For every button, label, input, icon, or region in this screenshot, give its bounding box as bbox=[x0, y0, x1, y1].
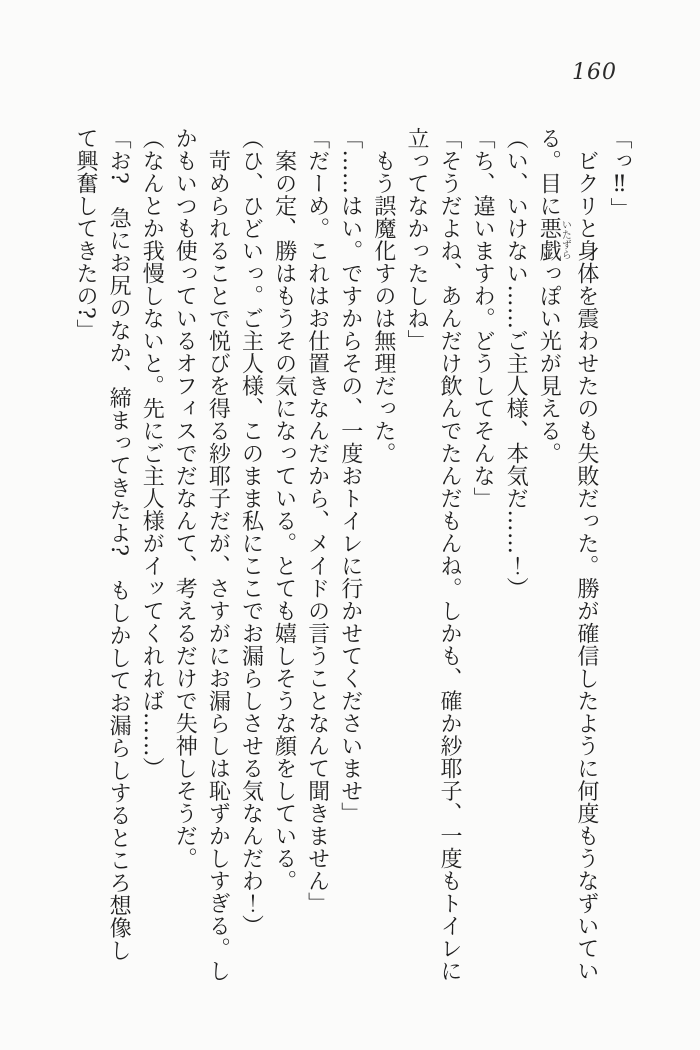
text-line: （ひ、ひどいっ。ご主人様、このまま私にここでお漏らしさせる気なんだわ！） bbox=[238, 127, 264, 937]
text-line-with-ruby bbox=[532, 127, 570, 972]
text-line: （い、いけない……ご主人様、本気だ……！） bbox=[503, 127, 529, 600]
text-line: ビクリと身体を震わせたのも失敗だった。勝が確信したように何度もうなずいてい bbox=[573, 127, 599, 982]
text-line: 立ってなかったしね」 bbox=[403, 127, 429, 352]
ruby-base: 悪戯 bbox=[536, 217, 562, 262]
text-segment: っぽい光が見える。 bbox=[536, 262, 562, 465]
text-line: 苛められることで悦びを得る紗耶子だが、さすがにお漏らしは恥ずかしすぎる。し bbox=[205, 127, 231, 982]
text-line: （なんとか我慢しないと。先にご主人様がイッてくれれば……） bbox=[139, 127, 165, 780]
text-line: 案の定、勝はもうその気になっている。とても嬉しそうな顔をしている。 bbox=[271, 127, 297, 892]
text-block bbox=[69, 127, 636, 982]
text-line: 「お? 急にお尻のなか、締まってきたよ? もしかしてお漏らしするところ想像し bbox=[106, 127, 132, 962]
text-line: 「っ‼」 bbox=[607, 127, 632, 220]
text-line: 「ち、違いますわ。どうしてそんな」 bbox=[470, 127, 496, 510]
page-number: 160 bbox=[572, 60, 617, 85]
text-line: もう誤魔化すのは無理だった。 bbox=[370, 127, 396, 465]
text-line: 「……はい。ですからその、一度おトイレに行かせてくださいませ」 bbox=[337, 127, 363, 825]
text-line: かもいつも使っているオフィスでだなんて、考えるだけで失神しそうだ。 bbox=[172, 127, 198, 870]
ruby-text: いたずら bbox=[559, 217, 571, 262]
text-line: て興奮してきたの?」 bbox=[73, 127, 98, 342]
text-line: 「そうだよね、あんだけ飲んでたんだもんね。しかも、確か紗耶子、一度もトイレに bbox=[437, 127, 463, 982]
text-line: 「だーめ。これはお仕置きなんだから、メイドの言うことなんて聞きません」 bbox=[304, 127, 330, 915]
ruby-annotation bbox=[536, 217, 571, 262]
text-segment: る。目に bbox=[536, 127, 562, 217]
